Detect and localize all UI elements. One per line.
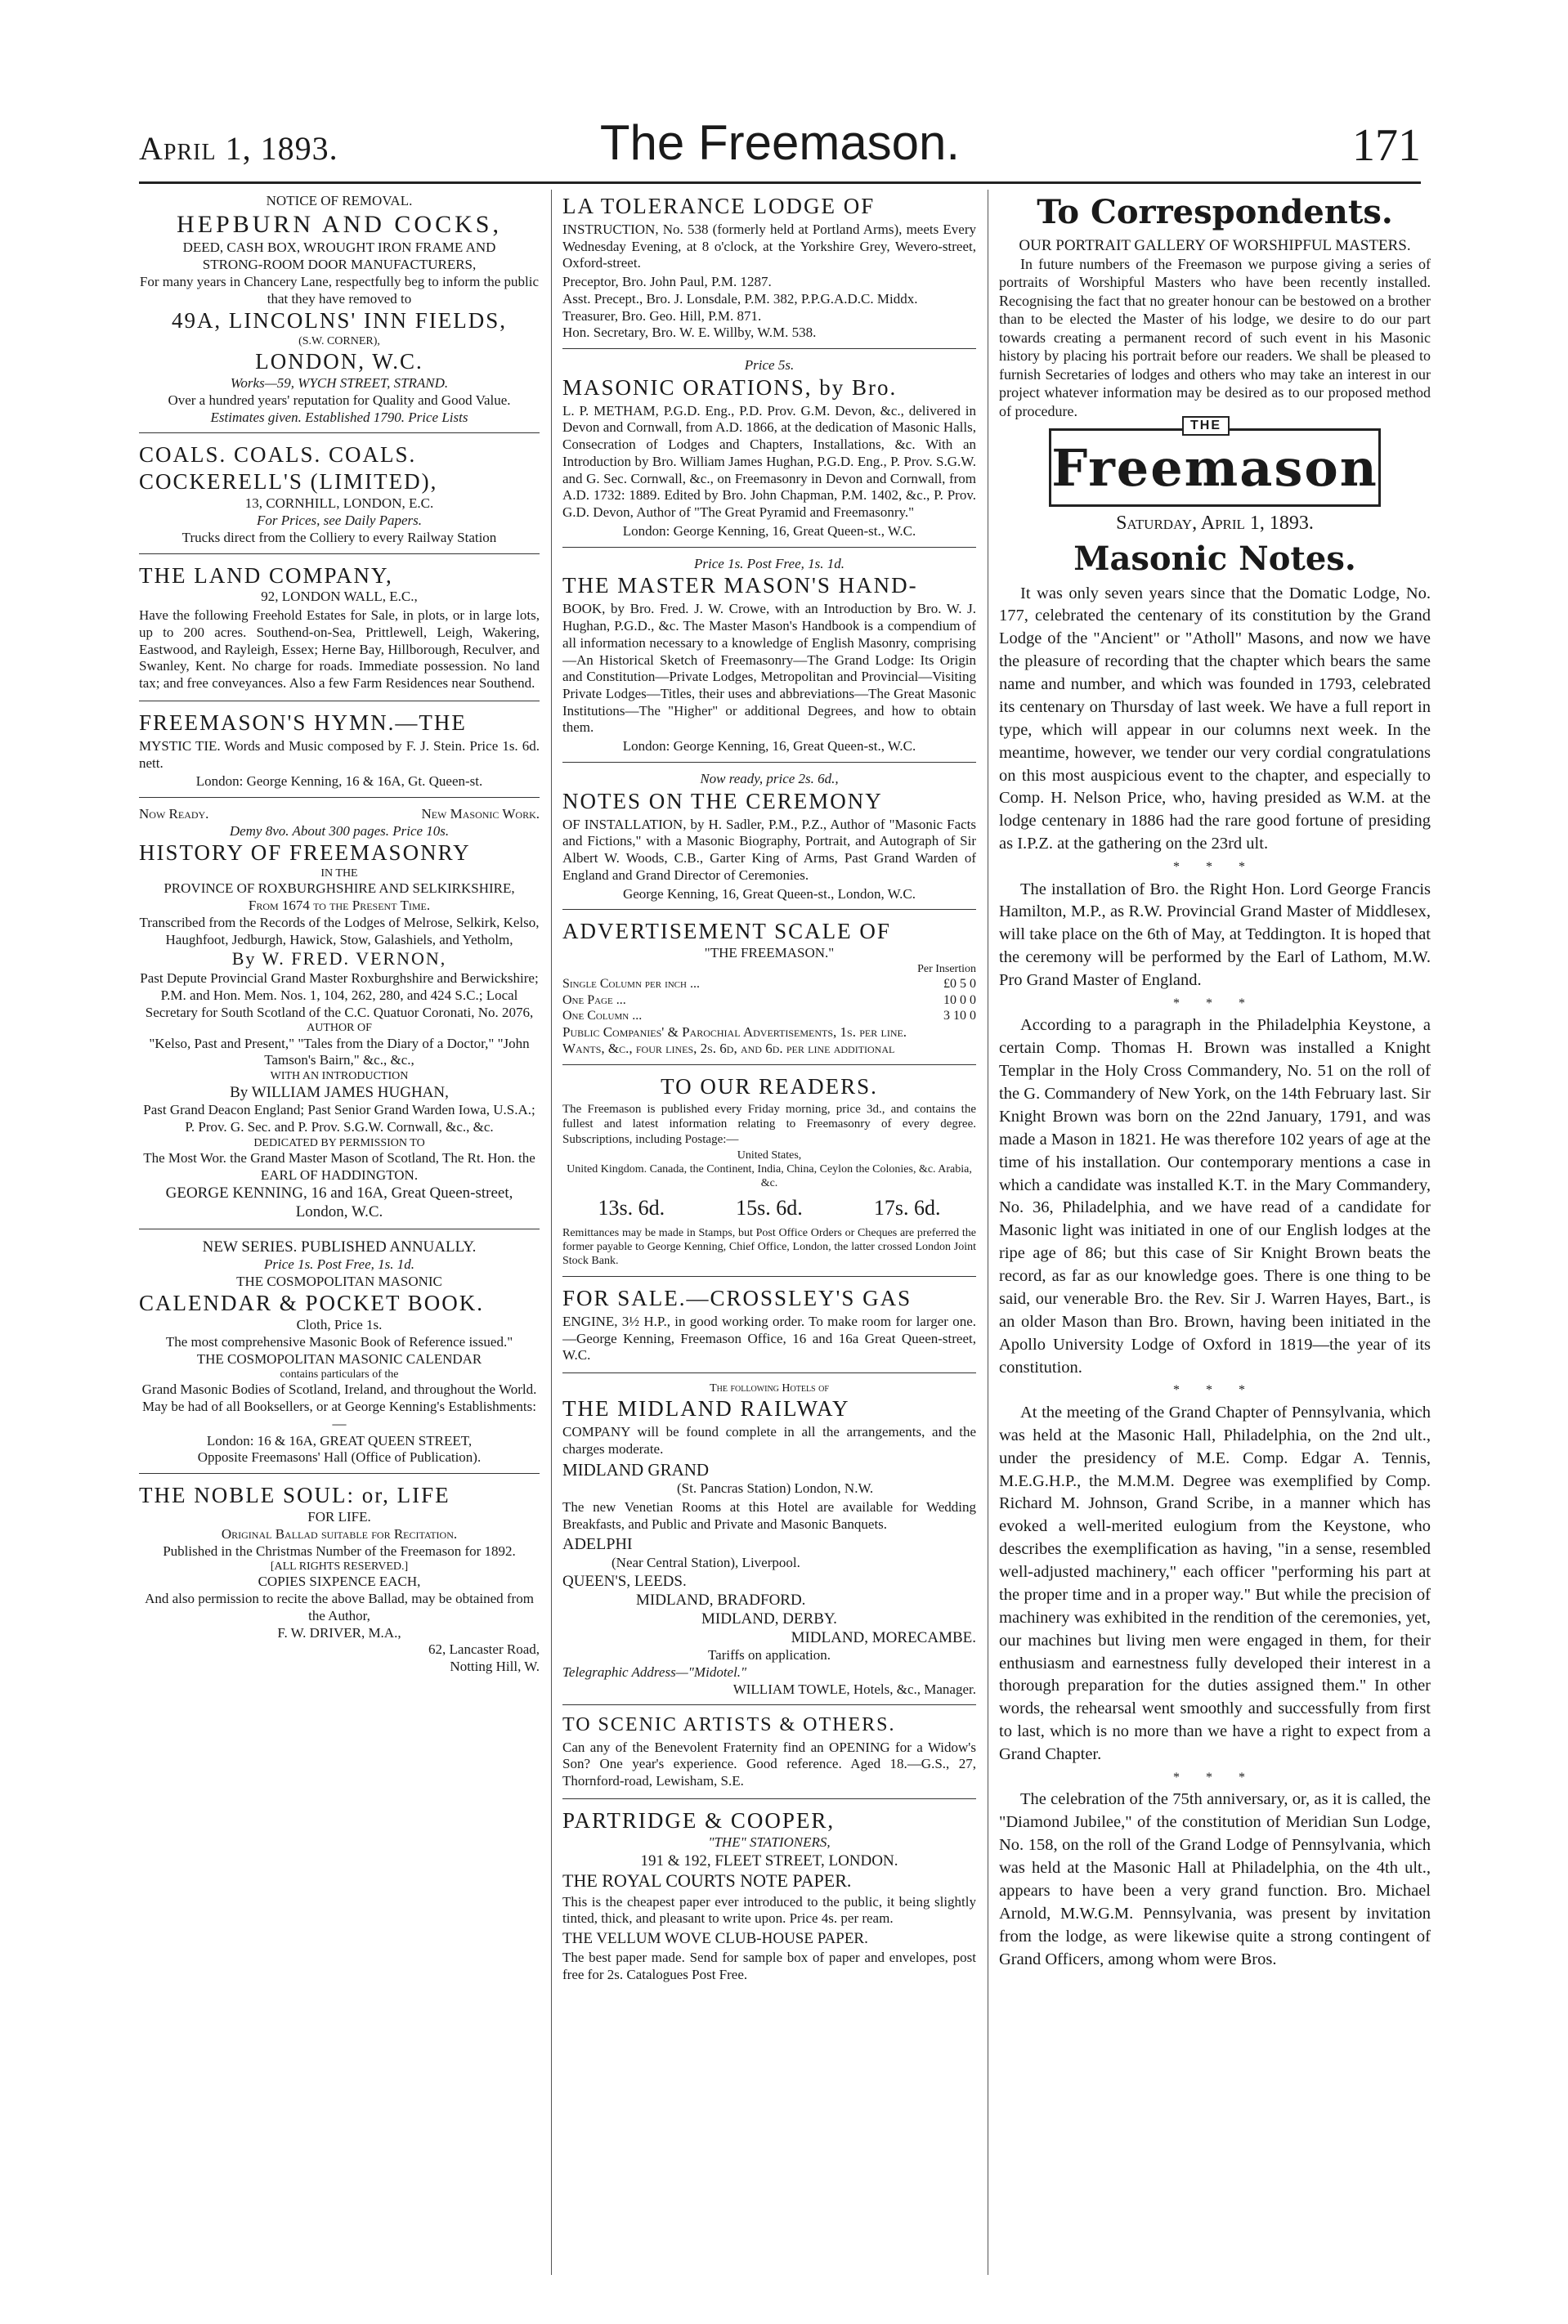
ad-line: NEW SERIES. PUBLISHED ANNUALLY. — [202, 1238, 477, 1256]
rate-row — [562, 976, 976, 992]
gallery-title: OUR PORTRAIT GALLERY OF WORSHIPFUL MASTERS. — [1019, 236, 1411, 254]
column-divider — [551, 190, 552, 2275]
hotel-name: MIDLAND, MORECAMBE. — [791, 1629, 976, 1647]
ad-line: STRONG-ROOM DOOR MANUFACTURERS, — [202, 257, 477, 273]
gallery-text: In future numbers of the Freemason we purpose giving a series of portraits of Worshipful Masters who have been recently installed. Recognising the fact that no greater honour can be bestowed on a brother than to be elected the Master of his lodge, we desire to do our part towards creating a permanent record of such event in his Masonic history by placing his portrait before our readers. We shall be pleased to furnish Secretaries of lodges and others who may take an interest in our project whatever information may be desired as to our proposed method of procedure. — [999, 255, 1431, 419]
ad-line: Over a hundred years' reputation for Quality and Good Value. — [168, 392, 511, 408]
ad-line: For many years in Chancery Lane, respectfully beg to inform the public that they have removed to — [139, 273, 540, 307]
readers-notice — [562, 1070, 976, 1277]
ad-title: THE NOBLE SOUL: or, LIFE — [139, 1483, 450, 1508]
ad-line: (S.W. CORNER), — [298, 335, 380, 348]
ad-publisher: George Kenning, 16, Great Queen-st., London, W.C. — [622, 885, 916, 902]
note-paragraph: At the meeting of the Grand Chapter of Pennsylvania, which was held at the Masonic Hall, Philadelphia, on the 2nd ult., under the presidency of M.E. Comp. Edgar A. Tennis, M.E.G.H.P., the M.M.M. Degree was exemplified by Comp. Richard M. Johnson, Grand Scribe, in a manner which has evoked a well-merited eulogium from the Keystone, who describes the exemplification as having, "in a sense, resembled well-adjusted machinery," each officer "performing his part at the proper time and in a proper way." But while the precision of machinery was exhibited in the rendition of the ceremonies, yet, our machines but living men were engaged in them, for their enthusiasm and earnestness fully developed their interest in a thorough preparation for the duties assigned them." In other words, the rehearsal went smoothly and successfully from first to last, which is no more than we have a right to expect from a Grand Chapter. — [999, 1403, 1431, 1764]
ad-address: 49A, LINCOLNS' INN FIELDS, — [171, 308, 508, 334]
header-rule — [139, 181, 1421, 184]
tolerance-lodge-advert — [562, 190, 976, 349]
ad-title: TO SCENIC ARTISTS & OTHERS. — [562, 1714, 896, 1736]
ad-line: WITH AN INTRODUCTION — [270, 1069, 409, 1082]
ad-company: COCKERELL'S (LIMITED), — [139, 469, 438, 495]
rate-row — [562, 992, 976, 1009]
ad-line: Price 5s. — [744, 357, 795, 374]
issue-date-line: Saturday, April 1, 1893. — [1116, 513, 1314, 535]
ad-body: MYSTIC TIE. Words and Music composed by F. J. Stein. Price 1s. 6d. nett. — [139, 737, 540, 771]
ad-line: Price 1s. Post Free, 1s. 1d. — [694, 555, 844, 571]
advertisement-scale — [562, 915, 976, 1065]
rate-value: 17s. 6d. — [873, 1196, 941, 1220]
freemason-masthead — [1049, 419, 1381, 507]
rate-label: One Page ... — [562, 992, 626, 1007]
newspaper-title: The Freemason. — [599, 115, 961, 170]
column-left — [139, 190, 540, 2275]
ad-body: The Freemason is published every Friday morning, price 3d., and contains the fullest and latest information relating to Freemasonry of every degree. Subscriptions, including Postage:— — [562, 1102, 976, 1146]
ad-line: COPIES SIXPENCE EACH, — [258, 1574, 421, 1590]
ad-line: From 1674 to the Present Time. — [248, 898, 431, 914]
ad-title: COALS. COALS. COALS. — [139, 442, 417, 468]
note-paragraph: The installation of Bro. the Right Hon. Lord George Francis Hamilton, M.P., as R.W. Provincial Grand Master of Middlesex, will take place on the 6th of May, at Teddington. It is hoped that the ceremony will be performed by the Earl of Lathom, M.W. Pro Grand Master of England. — [999, 880, 1431, 990]
rate-price: 10 0 0 — [943, 992, 976, 1007]
section-stars: * * * — [1173, 996, 1257, 1010]
ad-line: Opposite Freemasons' Hall (Office of Publication). — [197, 1449, 482, 1466]
ad-line: United States, — [737, 1149, 802, 1162]
ad-title: PARTRIDGE & COOPER, — [562, 1807, 836, 1833]
ad-line: Past Grand Deacon England; Past Senior Grand Warden Iowa, U.S.A.; P. Prov. G. Sec. and P. Prov. S.G.W. Cornwall, &c., &c. — [143, 1102, 535, 1135]
ad-author: F. W. DRIVER, M.A., — [277, 1624, 401, 1641]
ad-address: 13, CORNHILL, LONDON, E.C. — [244, 495, 434, 512]
ad-title: TO OUR READERS. — [661, 1074, 878, 1099]
ad-line: 62, Lancaster Road, — [428, 1641, 540, 1658]
column-middle — [562, 190, 976, 2275]
hotel-name: MIDLAND GRAND — [562, 1459, 710, 1480]
ad-line: THE COSMOPOLITAN MASONIC CALENDAR — [196, 1350, 482, 1367]
ad-body: COMPANY will be found complete in all the arrangements, and the charges moderate. — [562, 1424, 976, 1457]
ad-line: Cloth, Price 1s. — [296, 1317, 383, 1333]
ad-line: (Near Central Station), Liverpool. — [612, 1554, 800, 1570]
ad-line: Wants, &c., four lines, 2s. 6d, and 6d. per line additional — [562, 1041, 895, 1057]
ad-line: FOR LIFE. — [307, 1509, 371, 1525]
ad-line: "THE FREEMASON." — [704, 945, 835, 961]
ad-publisher: London: George Kenning, 16, Great Queen-st., W.C. — [622, 522, 916, 539]
ad-line: The Most Wor. the Grand Master Mason of Scotland, The Rt. Hon. the EARL OF HADDINGTON. — [143, 1149, 535, 1183]
ad-address: 191 & 192, FLEET STREET, LONDON. — [640, 1852, 898, 1869]
ad-line: DEDICATED BY PERMISSION TO — [253, 1136, 425, 1149]
section-stars: * * * — [1173, 1770, 1257, 1784]
ad-line: For Prices, see Daily Papers. — [256, 513, 423, 529]
page-header — [139, 114, 1421, 180]
ad-body: Can any of the Benevolent Fraternity find an OPENING for a Widow's Son? One year's experience. Good reference. Aged 18.—G.S., 27, Thornford-road, Lewisham, S.E. — [562, 1739, 976, 1789]
ad-line: By WILLIAM JAMES HUGHAN, — [230, 1084, 449, 1102]
ad-line: Tariffs on application. — [707, 1647, 831, 1664]
ad-body: INSTRUCTION, No. 538 (formerly held at Portland Arms), meets Every Wednesday Evening, at 8 o'clock, at the Yorkshire Grey, Wevero-street, Oxford-street. — [562, 221, 976, 271]
hotel-name: MIDLAND, DERBY. — [701, 1610, 837, 1628]
ad-line: Demy 8vo. About 300 pages. Price 10s. — [229, 822, 450, 839]
ad-title: FOR SALE.—CROSSLEY'S GAS — [562, 1286, 912, 1311]
ad-line: May be had of all Booksellers, or at George Kenning's Establishments:— — [142, 1399, 536, 1431]
ad-line: AUTHOR OF — [307, 1022, 372, 1035]
ad-line: Hon. Secretary, Bro. W. E. Willby, W.M. 538. — [562, 325, 817, 341]
ad-title: LA TOLERANCE LODGE OF — [562, 194, 876, 218]
noble-soul-advert — [139, 1479, 540, 1682]
rate-label: One Column ... — [562, 1009, 643, 1023]
ad-line: New Masonic Work. — [421, 805, 540, 822]
ad-line: THE ROYAL COURTS NOTE PAPER. — [562, 1869, 852, 1891]
handbook-advert — [562, 553, 976, 763]
ad-body: ENGINE, 3½ H.P., in good working order. To make room for larger one.—George Kenning, Freemason Office, 16 and 16a Great Queen-street, W.C. — [562, 1313, 976, 1364]
ad-line: United Kingdom. Canada, the Continent, India, China, Ceylon the Colonies, &c. Arabia, &c. — [567, 1162, 972, 1189]
rate-label: Single Column per inch ... — [562, 977, 700, 991]
rate-row — [562, 1008, 976, 1024]
hotel-name: MIDLAND, BRADFORD. — [636, 1591, 806, 1609]
rate-price: 3 10 0 — [943, 1009, 976, 1023]
ceremony-notes-advert — [562, 768, 976, 910]
ad-title: THE MIDLAND RAILWAY — [562, 1396, 850, 1422]
coals-advert — [139, 438, 540, 553]
ad-line: [ALL RIGHTS RESERVED.] — [270, 1561, 409, 1574]
ad-line: Per Insertion — [917, 962, 976, 975]
ad-line: THE COSMOPOLITAN MASONIC — [236, 1273, 442, 1289]
note-paragraph: The celebration of the 75th anniversary, or, as it is called, the "Diamond Jubilee," of the constitution of Meridian Sun Lodge, No. 158, on the roll of the Grand Lodge of Pennsylvania, which was held at the Masonic Hall at Philadelphia, on the 4th ult., appears to have been a very grand function. Bro. Michael Arnold, M.W.G.M. Pennsylvania, was present by invitation from the lodge, as were likewise quite a strong contingent of Grand Officers, among whom were Bros. — [999, 1790, 1431, 1968]
page-number: 171 — [1352, 120, 1421, 171]
section-stars: * * * — [1173, 1383, 1257, 1398]
hotel-name: QUEEN'S, LEEDS. — [562, 1572, 687, 1590]
rate-value: 15s. 6d. — [736, 1196, 803, 1220]
rate-value: 13s. 6d. — [598, 1196, 665, 1220]
ad-title: FREEMASON'S HYMN.—THE — [139, 710, 467, 735]
ad-line: Notting Hill, W. — [450, 1659, 540, 1675]
ad-line: (St. Pancras Station) London, N.W. — [677, 1480, 874, 1497]
partridge-cooper-advert — [562, 1804, 976, 1992]
masthead-tag: THE — [1182, 416, 1230, 436]
ad-line: Public Companies' & Parochial Advertisements, 1s. per line. — [562, 1023, 907, 1040]
ad-line: Telegraphic Address—"Midotel." — [562, 1664, 747, 1681]
ad-line: Past Depute Provincial Grand Master Roxburghshire and Berwickshire; P.M. and Hon. Mem. Nos. 1, 104, 262, 280, and 424 S.C.; Local Secretary for South Scotland of the C.C. Quatuor Coronati, No. 2076, — [140, 970, 539, 1020]
land-company-advert — [139, 559, 540, 701]
ad-line: contains particulars of the — [280, 1368, 399, 1381]
ad-body: This is the cheapest paper ever introduced to the public, it being slightly tinted, thick, and pleasant to write upon. Price 4s. per ream. — [562, 1893, 976, 1927]
ad-body: Have the following Freehold Estates for Sale, in plots, or in large lots, up to 200 acres. Southend-on-Sea, Prittlewell, Leigh, Wakering, Eastwood, and Rayleigh, Essex; Herne Bay, Hillborough, Reculver, and Swanley, Kent. No charge for roads. Immediate possession. No land tax; and free conveyances. Also a few Farm Residences near Southend. — [139, 607, 540, 692]
ad-line: "Kelso, Past and Present," "Tales from the Diary of a Doctor," "John Tamson's Bairn," &c., &c., — [149, 1035, 530, 1068]
ad-title: HEPBURN AND COCKS, — [177, 210, 502, 238]
ad-title: ADVERTISEMENT SCALE OF — [562, 919, 891, 944]
subscription-rates — [562, 1195, 976, 1221]
ad-publisher: GEORGE KENNING, 16 and 16A, Great Queen-street, London, W.C. — [165, 1184, 513, 1221]
ad-address: 92, LONDON WALL, E.C., — [261, 589, 418, 605]
sale-advert — [562, 1282, 976, 1373]
ad-line: The following Hotels of — [710, 1382, 829, 1395]
ad-line: Published in the Christmas Number of the Freemason for 1892. — [163, 1543, 516, 1559]
section-stars: * * * — [1173, 860, 1257, 875]
ad-body: Remittances may be made in Stamps, but Post Office Orders or Cheques are preferred the former payable to George Kenning, Chief Office, London, the latter crossed London Joint Stock Bank. — [562, 1226, 976, 1267]
ad-line: Now Ready. — [139, 805, 209, 822]
ad-line: Transcribed from the Records of the Lodges of Melrose, Selkirk, Kelso, Haughfoot, Jedburgh, Hawick, Stow, Galashiels, and Yetholm, — [139, 914, 540, 947]
ad-line: IN THE — [320, 867, 358, 880]
ad-line: PROVINCE OF ROXBURGHSHIRE AND SELKIRKSHIRE, — [164, 880, 515, 897]
issue-date: April 1, 1893. — [139, 130, 338, 167]
ad-line: Asst. Precept., Bro. J. Lonsdale, P.M. 382, P.P.G.A.D.C. Middx. — [562, 290, 918, 307]
ad-line: Preceptor, Bro. John Paul, P.M. 1287. — [562, 274, 772, 290]
column-right — [999, 190, 1431, 2275]
ad-publisher: London: George Kenning, 16 & 16A, Gt. Queen-st. — [195, 773, 483, 790]
ad-line: WILLIAM TOWLE, Hotels, &c., Manager. — [732, 1681, 976, 1697]
ad-city: LONDON, W.C. — [255, 349, 423, 374]
ad-line: DEED, CASH BOX, WROUGHT IRON FRAME AND — [182, 240, 496, 256]
calendar-advert — [139, 1234, 540, 1475]
ad-line: Grand Masonic Bodies of Scotland, Ireland, and throughout the World. — [141, 1381, 537, 1398]
history-advert — [139, 803, 540, 1229]
removal-advert — [139, 190, 540, 433]
ad-notice: NOTICE OF REMOVAL. — [266, 193, 413, 208]
ad-line: And also permission to recite the above Ballad, may be obtained from the Author, — [145, 1591, 534, 1623]
hymn-advert — [139, 706, 540, 798]
rate-price: £0 5 0 — [943, 977, 976, 991]
ad-line: London: 16 & 16A, GREAT QUEEN STREET, — [206, 1432, 473, 1449]
ad-body: L. P. METHAM, P.G.D. Eng., P.D. Prov. G.M. Devon, &c., delivered in Devon and Cornwall, from A.D. 1866, at the dedication of Masonic Halls, Consecration of Lodges and Chapters, Installations, &c. With an Introduction by Bro. William James Hughan, P.G.D. Eng., P. Prov. S.G.W. and G. Sec. Cornwall, &c., on Freemasonry in Devon and Cornwall, from A.D. 1732: 1889. Edited by Bro. John Chapman, P.M. 1402, &c., P. Prov. G.D. Devon, Author of "The Great Pyramid and Freemasonry." — [562, 402, 976, 521]
ad-title: MASONIC ORATIONS, by Bro. — [562, 374, 898, 400]
ad-title: THE MASTER MASON'S HAND- — [562, 573, 918, 598]
correspondents-heading: To Correspondents. — [1037, 193, 1393, 231]
ad-line: The most comprehensive Masonic Book of Reference issued." — [165, 1333, 513, 1350]
ad-line: THE VELLUM WOVE CLUB-HOUSE PAPER. — [562, 1930, 868, 1948]
ad-author: By W. FRED. VERNON, — [231, 948, 447, 969]
ad-line: "THE" STATIONERS, — [708, 1834, 831, 1850]
orations-advert — [562, 354, 976, 548]
ad-body: The new Venetian Rooms at this Hotel are available for Wedding Breakfasts, and Public and Private and Masonic Banquets. — [562, 1499, 976, 1532]
note-paragraph: It was only seven years since that the Domatic Lodge, No. 177, celebrated the centenary of its constitution by the Grand Lodge of the "Ancient" or "Atholl" Masons, and now we have the pleasure of recording that the chapter which bears the same name and number, and which was founded in 1793, celebrated its centenary on Thursday of last week. We have a full report in type, which will appear in our columns next week. In the meantime, however, we tender our very cordial congratulations on this most auspicious event to the chapter, and especially to Comp. H. Nelson Price, who, having presided as W.M. at the lodge centenary in 1886 had the rare good fortune of presiding as I.P.Z. at the gathering on the 23rd ult. — [999, 584, 1431, 853]
railway-hotels-advert — [562, 1378, 976, 1705]
ad-body: OF INSTALLATION, by H. Sadler, P.M., P.Z., Author of "Masonic Facts and Fictions," with a Masonic Biography, Portrait, and Autograph of Sir Albert W. Woods, C.B., Garter King of Arms, Past Grand Warden of England and Grand Director of Ceremonies. — [562, 816, 976, 883]
masonic-notes-heading: Masonic Notes. — [1073, 539, 1356, 578]
masthead-title: Freemason — [1051, 437, 1378, 498]
ad-line: Treasurer, Bro. Geo. Hill, P.M. 871. — [562, 307, 762, 324]
ad-title: NOTES ON THE CEREMONY — [562, 788, 883, 813]
ad-title: THE LAND COMPANY, — [139, 562, 393, 588]
ad-body: BOOK, by Bro. Fred. J. W. Crowe, with an Introduction by Bro. W. J. Hughan, P.G.D., &c. The Master Mason's Handbook is a compendium of all information necessary to a knowledge of English Masonry, comprising—An Historical Sketch of Freemasonry—The Grand Lodge: Its Origin and Constitution—Private Lodges, Metropolitan and Provincial—Visiting Private Lodges—Titles, their uses and abbreviations—The Great Masonic Institutions—The "Higher" or additional Degrees, and how to obtain them. — [562, 601, 976, 736]
ad-line: Price 1s. Post Free, 1s. 1d. — [264, 1256, 414, 1272]
ad-body: The best paper made. Send for sample box of paper and envelopes, post free for 2s. Catalogues Post Free. — [562, 1950, 976, 1982]
ad-title: HISTORY OF FREEMASONRY — [139, 840, 471, 866]
note-paragraph: According to a paragraph in the Philadelphia Keystone, a certain Comp. Thomas H. Brown was installed a Knight Templar in the Holy Cross Commandery, No. 51 on the roll of the G. Commandery of New York, on the 14th February last. Sir Knight Brown was born on the 22nd January, 1791, and was made a Mason in 1821. He was therefore 102 years of age at the time of his installation. Our contemporary mentions a case in which a candidate was installed K.T. in the Mary Commandery, No. 36, Philadelphia, and we have read of a candidate for Masonic light was initiated in one of our English lodges at the ripe age of 86; but this case of Sir Knight Brown beats the record, as far as our knowledge goes. There is one thing to be said, our venerable Bro. the Rev. Sir J. Warren Hayes, Bart., is an older Mason than Bro. Brown, having been initiated in the Apollo University Lodge of Oxford in 1819—the year of its constitution. — [999, 1016, 1431, 1377]
ad-line: Original Ballad suitable for Recitation. — [221, 1525, 458, 1542]
ad-line: Trucks direct from the Colliery to every Railway Station — [181, 529, 497, 545]
scenic-artists-advert — [562, 1710, 976, 1798]
ad-title: CALENDAR & POCKET BOOK. — [139, 1291, 485, 1316]
hotel-name: ADELPHI — [562, 1535, 633, 1554]
ad-line: Works—59, WYCH STREET, STRAND. — [230, 375, 449, 392]
ad-publisher: London: George Kenning, 16, Great Queen-st., W.C. — [622, 738, 916, 755]
ad-line: Now ready, price 2s. 6d., — [700, 770, 839, 786]
ad-line: Estimates given. Established 1790. Price Lists — [210, 409, 468, 425]
